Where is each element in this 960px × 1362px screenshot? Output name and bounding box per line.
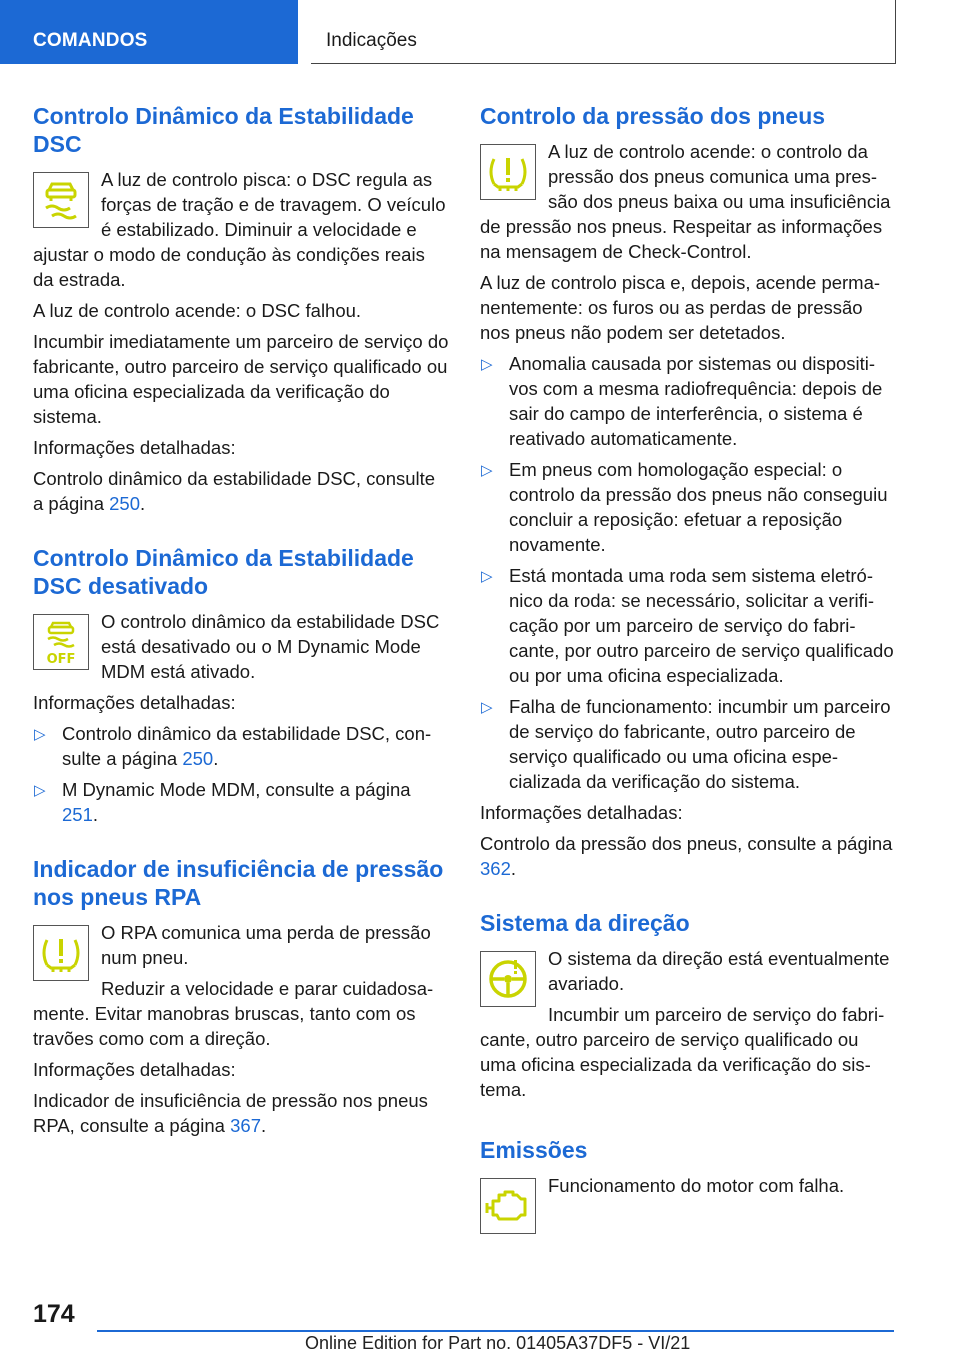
footer-edition: Online Edition for Part no. 01405A37DF5 - VI/21 (305, 1333, 691, 1353)
page-link-251[interactable]: 251 (62, 804, 93, 825)
footer-divider (97, 1330, 894, 1332)
list-item: ▷ Controlo dinâmico da estabilidade DSC, consulte a página 250. (34, 723, 432, 769)
page-link-250[interactable]: 250 (182, 748, 214, 769)
dsc-flashing-text: A luz de controlo pisca: o DSC regula as forças de tração e de travagem. O veículo é estabilizado. Diminuir a velocidade e ajustar o modo de condução às condições reais da estrada. (33, 169, 446, 290)
list-item: ▷ Está montada uma roda sem sistema eletrónico da roda: se necessário, solicitar a verificação por um parceiro de serviço do fabricante, por outro parceiro de serviço qualificado ou por uma oficina especializada. (481, 565, 894, 686)
dsc-details-label: Informações detalhadas: (33, 437, 236, 458)
indicator-block-steering (480, 946, 896, 1108)
section-title-dsc: Controlo Dinâmico da Estabilidade DSC (33, 103, 414, 157)
list-item: ▷ Anomalia causada por sistemas ou dispositivos com a mesma radiofrequência: depois de sair do campo de interferência, o sistema é reativado automaticamente. (481, 353, 883, 449)
bullet-arrow-icon: ▷ (481, 699, 493, 716)
bullet-arrow-icon: ▷ (481, 462, 493, 479)
steering-service-text: Incumbir um parceiro de serviço do fabricante, outro parceiro de serviço qualificado ou uma oficina especializada da verificação do sistema. (480, 1004, 885, 1100)
indicator-block-rpa (33, 920, 449, 1057)
bullet-arrow-icon: ▷ (481, 356, 493, 373)
list-item: ▷ Falha de funcionamento: incumbir um parceiro de serviço do fabricante, outro parceiro de serviço qualificado ou uma oficina especializada da verificação do sistema. (481, 696, 891, 792)
rpa-advice-text: Reduzir a velocidade e parar cuidadosamente. Evitar manobras bruscas, tanto com os travões como com a direção. (33, 978, 434, 1049)
tpm-reference: Controlo da pressão dos pneus, consulte a página 362. (480, 833, 893, 879)
dsc-service-text: Incumbir imediatamente um parceiro de serviço do fabricante, outro parceiro de serviço qualificado ou uma oficina especializada da verificação do sistema. (33, 331, 449, 427)
dsc-off-reference-list (33, 721, 449, 827)
section-title-tire-pressure: Controlo da pressão dos pneus (480, 103, 826, 129)
page-link-250[interactable]: 250 (109, 493, 140, 514)
tpm-flashing-text: A luz de controlo pisca e, depois, acende permanentemente: os furos ou as perdas de pressão nos pneus não podem ser detetados. (480, 272, 881, 343)
bullet-arrow-icon: ▷ (34, 726, 46, 743)
dsc-off-icon (33, 614, 89, 670)
page-link-362[interactable]: 362 (480, 858, 511, 879)
svg-text:OFF: OFF (46, 652, 76, 667)
rpa-text: O RPA comunica uma perda de pressão num pneu. (101, 922, 431, 968)
tpm-on-text: A luz de controlo acende: o controlo da pressão dos pneus comunica uma pressão dos pneus baixa ou uma insuficiência de pressão nos pneus. Respeitar as informações na mensagem de Check-Control. (480, 141, 891, 262)
tire-pressure-warning-icon (480, 144, 536, 200)
indicator-block-dsc (33, 167, 449, 298)
indicator-block-tpm (480, 139, 896, 270)
rpa-reference: Indicador de insuficiência de pressão nos pneus RPA, consulte a página 367. (33, 1090, 428, 1136)
tpm-details-label: Informações detalhadas: (480, 802, 683, 823)
engine-check-icon (480, 1178, 536, 1234)
header-section-label: COMANDOS (33, 30, 148, 51)
rpa-details-label: Informações detalhadas: (33, 1059, 236, 1080)
indicator-block-emissions (480, 1173, 896, 1238)
right-column (480, 102, 896, 1238)
page-link-367[interactable]: 367 (230, 1115, 261, 1136)
dsc-off-details-label: Informações detalhadas: (33, 692, 236, 713)
emissions-text: Funcionamento do motor com falha. (548, 1175, 845, 1196)
dsc-reference: Controlo dinâmico da estabilidade DSC, consulte a página 250. (33, 468, 436, 514)
section-title-dsc-off: Controlo Dinâmico da Estabilidade DSC desativado (33, 545, 414, 599)
list-item: ▷ Em pneus com homologação especial: o controlo da pressão dos pneus não conseguiu concluir a reposição: efetuar a reposição novamente. (481, 459, 888, 555)
dsc-on-text: A luz de controlo acende: o DSC falhou. (33, 300, 362, 321)
bullet-arrow-icon: ▷ (481, 568, 493, 585)
section-title-rpa: Indicador de insuficiência de pressão nos pneus RPA (33, 856, 444, 910)
page-number: 174 (33, 1300, 75, 1328)
steering-warning-icon (480, 951, 536, 1007)
section-title-steering: Sistema da direção (480, 910, 690, 936)
tpm-cause-list (480, 351, 896, 794)
header-topic-label: Indicações (326, 30, 417, 51)
header-section-tab (0, 0, 298, 64)
dsc-warning-icon (33, 172, 89, 228)
left-column (33, 102, 449, 1144)
bullet-arrow-icon: ▷ (34, 782, 46, 799)
list-item: ▷ M Dynamic Mode MDM, consulte a página 251. (34, 779, 411, 825)
header-topic-tab (311, 0, 896, 64)
dsc-off-text: O controlo dinâmico da estabilidade DSC está desativado ou o M Dynamic Mode MDM está ativado. (101, 611, 440, 682)
steering-text: O sistema da direção está eventualmente avariado. (548, 948, 890, 994)
indicator-block-dsc-off (33, 609, 449, 690)
tire-pressure-warning-icon (33, 925, 89, 981)
section-title-emissions: Emissões (480, 1137, 588, 1163)
